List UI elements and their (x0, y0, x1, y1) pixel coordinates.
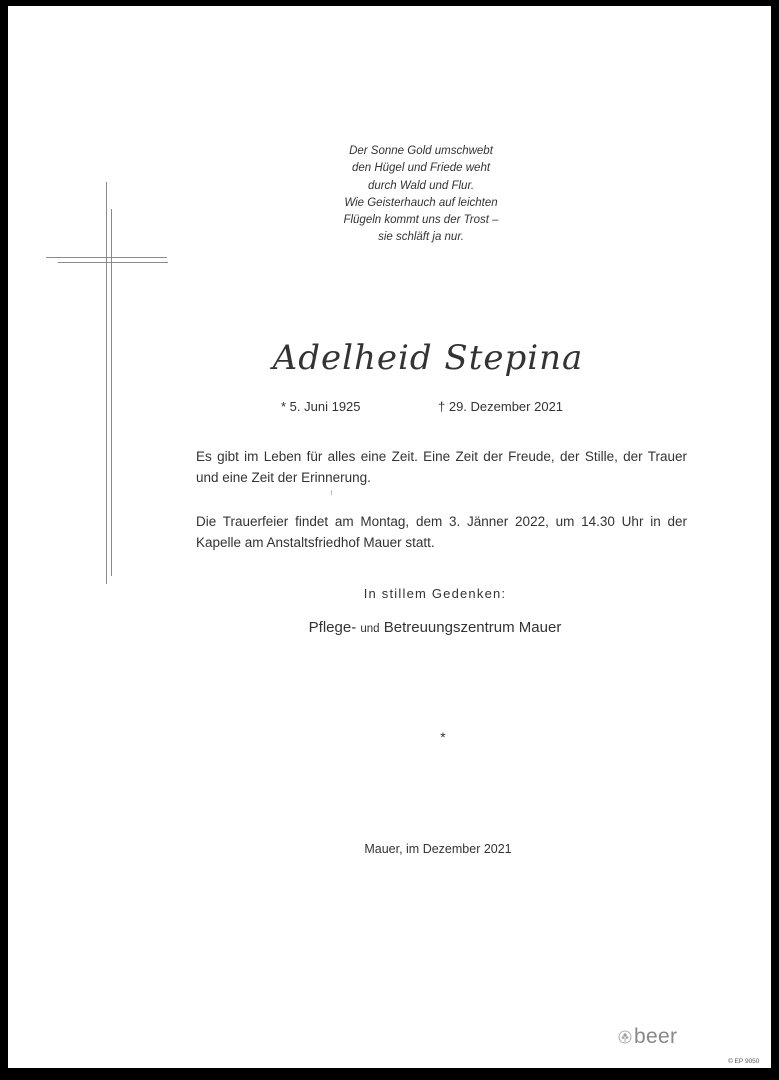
place-date: Mauer, im Dezember 2021 (364, 842, 512, 856)
poem-line: Der Sonne Gold umschwebt (349, 145, 493, 157)
cross-vertical-line (106, 182, 107, 584)
poem-line: sie schläft ja nur. (378, 231, 464, 244)
obituary-page (8, 6, 771, 1068)
print-code: © EP 9050 (728, 1058, 760, 1065)
poem-line: Wie Geisterhauch auf leichten (344, 196, 498, 209)
divider-mark (331, 490, 332, 495)
separator-star: * (440, 729, 446, 745)
cross-horizontal-line (58, 262, 168, 263)
poem-line: den Hügel und Friede weht (351, 162, 491, 175)
institution-part: Betreuungszentrum Mauer (383, 619, 562, 636)
institution-connector: und (360, 623, 380, 635)
cross-horizontal-line (46, 257, 167, 258)
logo-text: beer (634, 1025, 678, 1048)
publisher-logo (618, 1025, 677, 1049)
cross-vertical-line (111, 209, 112, 576)
deceased-name: Adelheid Stepina (272, 338, 584, 378)
death-date: † 29. Dezember 2021 (438, 399, 564, 414)
flower-icon (618, 1030, 632, 1044)
funeral-details: Die Trauerfeier findet am Montag, dem 3. Jänner 2022, um 14.30 Uhr in der Kapelle am Anstaltsfriedhof Mauer statt. (196, 514, 687, 550)
poem (308, 143, 534, 247)
birth-date: * 5. Juni 1925 (281, 399, 361, 414)
mourners-heading: In stillem Gedenken: (363, 586, 507, 601)
institution-part: Pflege- (308, 619, 357, 636)
poem-line: Flügeln kommt uns der Trost – (343, 214, 499, 227)
memorial-text: Es gibt im Leben für alles eine Zeit. Eine Zeit der Freude, der Stille, der Trauer und eine Zeit der Erinnerung. (196, 449, 687, 485)
mourners-institution (258, 619, 612, 636)
poem-line: durch Wald und Flur. (367, 179, 475, 192)
